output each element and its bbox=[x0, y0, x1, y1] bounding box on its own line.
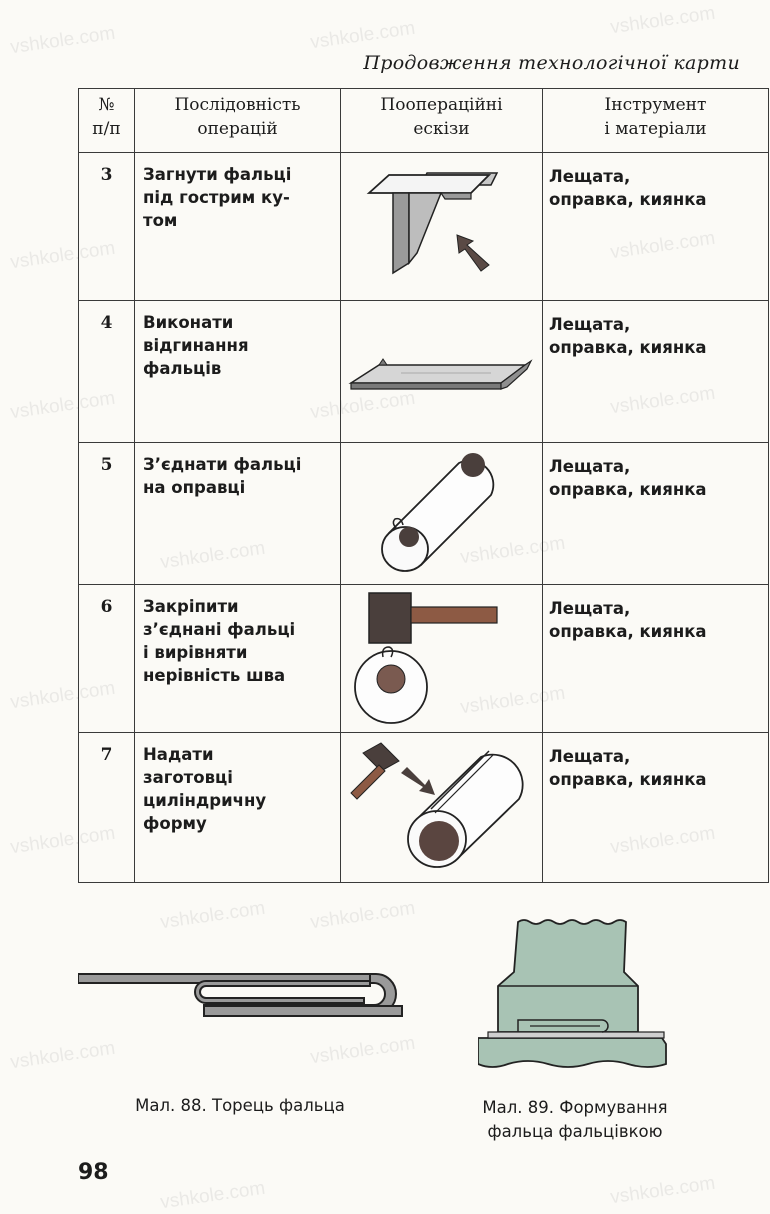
watermark: vshkole.com bbox=[8, 237, 117, 274]
tools-text: Лещата, оправка, киянка bbox=[543, 733, 769, 883]
row-number: 6 bbox=[79, 585, 135, 733]
row-number: 5 bbox=[79, 443, 135, 585]
column-header-number: № п/п bbox=[79, 89, 135, 153]
row-number: 7 bbox=[79, 733, 135, 883]
figure-88-seam-end-diagram bbox=[78, 962, 408, 1030]
figure-89-seam-forming-diagram bbox=[478, 914, 678, 1084]
table-row bbox=[79, 443, 769, 585]
operation-text: Закріпити з’єднані фальці і вирівняти нерівність шва bbox=[135, 585, 341, 733]
page-header: Продовження технологічної карти bbox=[363, 52, 740, 74]
watermark: vshkole.com bbox=[458, 682, 567, 719]
watermark: vshkole.com bbox=[158, 1177, 267, 1214]
join-on-mandrel-sketch bbox=[341, 443, 543, 585]
watermark: vshkole.com bbox=[608, 382, 717, 419]
table-row bbox=[79, 301, 769, 443]
watermark: vshkole.com bbox=[158, 897, 267, 934]
figure-89-caption: Мал. 89. Формування фальца фальцівкою bbox=[482, 1098, 668, 1141]
tools-text: Лещата, оправка, киянка bbox=[543, 585, 769, 733]
operation-text: Виконати відгинання фальців bbox=[135, 301, 341, 443]
cylinder-form-sketch bbox=[341, 733, 543, 883]
arrow-icon bbox=[401, 767, 435, 795]
watermark: vshkole.com bbox=[8, 822, 117, 859]
watermark: vshkole.com bbox=[608, 1172, 717, 1209]
watermark: vshkole.com bbox=[458, 532, 567, 569]
table-row bbox=[79, 585, 769, 733]
watermark: vshkole.com bbox=[608, 822, 717, 859]
column-header-operations: Послідовність операцій bbox=[135, 89, 341, 153]
bend-acute-angle-sketch bbox=[341, 153, 543, 301]
watermark: vshkole.com bbox=[608, 227, 717, 264]
operation-text: Надати заготовці циліндричну форму bbox=[135, 733, 341, 883]
watermark: vshkole.com bbox=[308, 1032, 417, 1069]
table-row bbox=[79, 733, 769, 883]
operation-text: Загнути фальці під гострим ку- том bbox=[135, 153, 341, 301]
table-row bbox=[79, 153, 769, 301]
figure-88-caption: Мал. 88. Торець фальца bbox=[135, 1096, 345, 1115]
watermark: vshkole.com bbox=[8, 22, 117, 59]
arrow-icon bbox=[457, 235, 489, 271]
watermark: vshkole.com bbox=[308, 897, 417, 934]
watermark: vshkole.com bbox=[8, 1037, 117, 1074]
hammer-icon bbox=[351, 743, 399, 799]
operation-text: З’єднати фальці на оправці bbox=[135, 443, 341, 585]
row-number: 3 bbox=[79, 153, 135, 301]
row-number: 4 bbox=[79, 301, 135, 443]
mallet-icon bbox=[369, 593, 497, 643]
table-header-row bbox=[79, 89, 769, 153]
tools-text: Лещата, оправка, киянка bbox=[543, 443, 769, 585]
watermark: vshkole.com bbox=[158, 537, 267, 574]
tools-text: Лещата, оправка, киянка bbox=[543, 153, 769, 301]
watermark: vshkole.com bbox=[308, 387, 417, 424]
technology-card-table bbox=[78, 88, 769, 883]
tools-text: Лещата, оправка, киянка bbox=[543, 301, 769, 443]
column-header-tools: Інструмент і матеріали bbox=[543, 89, 769, 153]
watermark: vshkole.com bbox=[8, 387, 117, 424]
column-header-sketches: Поопераційні ескізи bbox=[341, 89, 543, 153]
watermark: vshkole.com bbox=[308, 17, 417, 54]
watermark: vshkole.com bbox=[608, 2, 717, 39]
hammer-seam-sketch bbox=[341, 585, 543, 733]
page-number: 98 bbox=[78, 1160, 109, 1185]
fold-bending-sketch bbox=[341, 301, 543, 443]
watermark: vshkole.com bbox=[8, 677, 117, 714]
